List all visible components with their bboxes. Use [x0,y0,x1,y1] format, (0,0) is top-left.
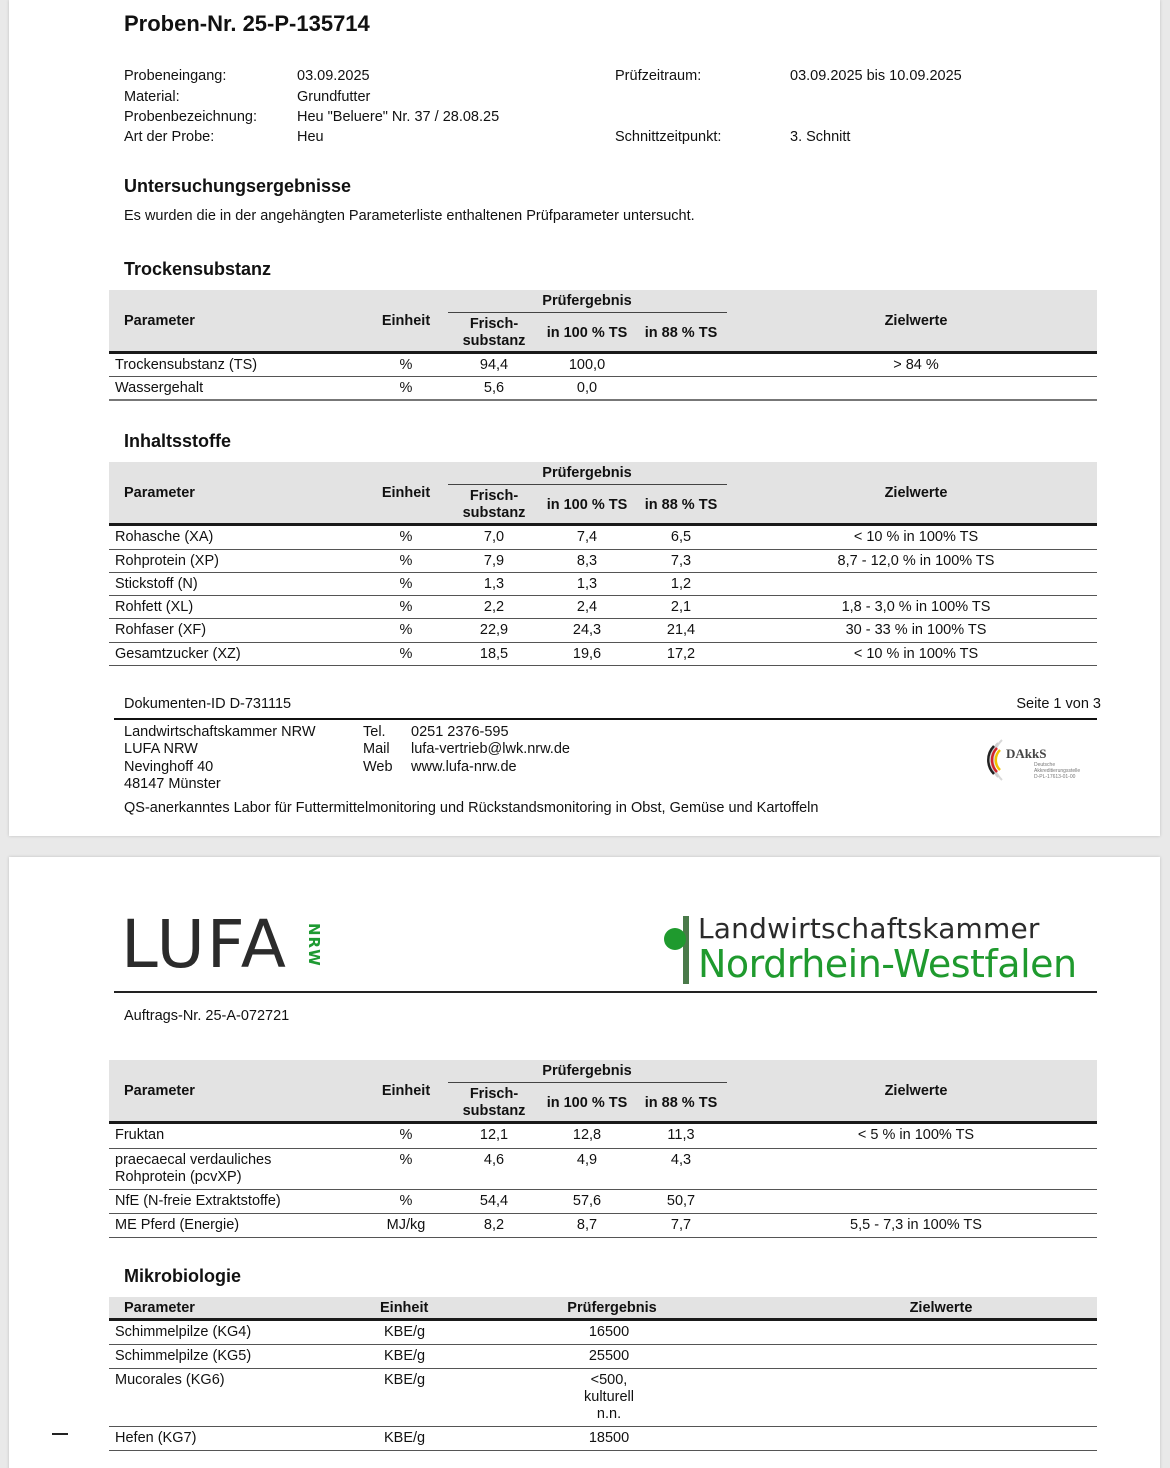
meta-label-art: Art der Probe: [124,129,215,145]
cell-einheit: KBE/g [384,1348,426,1364]
table-row [109,573,1097,596]
footer-divider [114,718,1097,720]
table-row [109,354,1097,377]
table-row [109,596,1097,619]
address-line: 48147 Münster [124,775,221,792]
table-row [109,619,1097,643]
meta-value-material: Grundfutter [297,89,371,105]
meta-value-pruefzeitraum: 03.09.2025 bis 10.09.2025 [790,68,962,84]
meta-label-probenbezeichnung: Probenbezeichnung: [124,109,258,125]
table-body [109,1321,1097,1451]
cell-zielwerte: > 84 % [893,357,939,373]
cell-frischsubstanz: 7,0 [483,529,505,545]
cell-ts100: 19,6 [572,646,602,662]
col-frischsubstanz-line1: Frisch- [469,1086,519,1102]
cell-frischsubstanz: 4,6 [483,1152,505,1168]
col-group-pruefergebnis: Prüfergebnis [542,465,632,481]
col-einheit: Einheit [381,1083,431,1099]
col-frischsubstanz-line1: Frisch- [469,488,519,504]
results-heading: Untersuchungsergebnisse [124,176,352,196]
col-parameter: Parameter [124,313,195,329]
table-row [109,1427,1097,1451]
table-row [109,1214,1097,1238]
table-row [109,526,1097,550]
cell-zielwerte: 5,5 - 7,3 in 100% TS [850,1217,982,1233]
col-zielwerte: Zielwerte [909,1300,973,1316]
cell-ts100: 4,9 [576,1152,598,1168]
web-link[interactable]: www.lufa-nrw.de [411,758,517,775]
cell-ts100: 8,7 [576,1217,598,1233]
col-ts100: in 100 % TS [546,497,628,513]
cell-parameter: praecaecal verdauliches [115,1152,272,1168]
cell-einheit: MJ/kg [386,1217,426,1233]
lwk-logo-line2: Nordrhein-Westfalen [698,942,1077,986]
cell-frischsubstanz: 54,4 [479,1193,509,1209]
cell-einheit: % [399,357,413,373]
cell-zielwerte: < 10 % in 100% TS [853,646,979,662]
col-zielwerte: Zielwerte [884,485,948,501]
cell-frischsubstanz: 1,3 [483,576,505,592]
cell-ts100: 0,0 [576,380,598,396]
cell-parameter: Stickstoff (N) [115,576,198,592]
table-body [109,526,1097,666]
col-frischsubstanz [463,488,526,522]
table-body [109,1124,1097,1238]
cell-parameter: Rohasche (XA) [115,529,214,545]
cell-ts100: 12,8 [572,1127,602,1143]
sample-number-title: Proben-Nr. 25-P-135714 [124,11,370,36]
order-number: Auftrags-Nr. 25-A-072721 [124,1008,290,1024]
cell-zielwerte: 30 - 33 % in 100% TS [845,622,987,638]
result-line: 25500 [588,1348,630,1364]
cell-parameter: Wassergehalt [115,380,204,396]
cell-ts100: 57,6 [572,1193,602,1209]
group-underline [448,312,727,313]
trockensubstanz-heading: Trockensubstanz [124,259,272,279]
nrw-logo-text: NRW [305,923,323,967]
cell-ts88: 1,2 [670,576,692,592]
cell-ts100: 1,3 [576,576,598,592]
meta-value-schnitt: 3. Schnitt [790,129,851,145]
meta-value-probeneingang: 03.09.2025 [297,68,370,84]
lufa-logo-text: LUFA [121,906,288,983]
cell-frischsubstanz: 2,2 [483,599,505,615]
cell-einheit: % [399,622,413,638]
dakks-line: Akkreditierungsstelle [1034,768,1081,774]
col-frischsubstanz-line1: Frisch- [469,316,519,332]
inhaltsstoffe-heading: Inhaltsstoffe [124,431,232,451]
cell-parameter: Rohfett (XL) [115,599,194,615]
col-frischsubstanz-line2: substanz [462,505,526,521]
col-ts88: in 88 % TS [644,325,718,341]
cell-parameter: NfE (N-freie Extraktstoffe) [115,1193,281,1209]
cell-parameter: Schimmelpilze (KG5) [115,1348,252,1364]
lwk-logo-line1: Landwirtschaftskammer [698,912,1040,945]
col-group-pruefergebnis: Prüfergebnis [542,1063,632,1079]
col-ts88: in 88 % TS [644,1095,718,1111]
cell-einheit: % [399,529,413,545]
contact-labels [363,724,393,776]
cell-ts88: 2,1 [670,599,692,615]
col-parameter: Parameter [124,1083,195,1099]
cell-frischsubstanz: 18,5 [479,646,509,662]
col-zielwerte: Zielwerte [884,313,948,329]
group-underline [448,1082,727,1083]
cell-einheit: % [399,1193,413,1209]
cell-ts88: 7,3 [670,553,692,569]
cell-ts88: 50,7 [666,1193,696,1209]
result-line: <500, [590,1372,628,1388]
cell-einheit: % [399,380,413,396]
col-group-pruefergebnis: Prüfergebnis [542,293,632,309]
result-line: 16500 [588,1324,630,1340]
cell-einheit: % [399,1127,413,1143]
cell-frischsubstanz: 8,2 [483,1217,505,1233]
cell-ts88: 11,3 [667,1127,695,1143]
col-frischsubstanz [463,1086,526,1120]
col-zielwerte: Zielwerte [884,1083,948,1099]
tel-label: Tel. [363,724,386,740]
header-divider [114,991,1097,993]
cell-ts100: 8,3 [576,553,598,569]
cell-einheit: KBE/g [384,1324,426,1340]
web-label: Web [363,758,393,775]
cell-parameter: Fruktan [115,1127,165,1143]
col-ts100: in 100 % TS [546,1095,628,1111]
cell-parameter: Schimmelpilze (KG4) [115,1324,252,1340]
table-row [109,1369,1097,1427]
cell-zielwerte: 1,8 - 3,0 % in 100% TS [841,599,991,615]
page-number: Seite 1 von 3 [1016,696,1101,712]
address-line: LUFA NRW [124,741,198,758]
table-row [109,1321,1097,1345]
result-line: n.n. [596,1406,622,1422]
cell-frischsubstanz: 5,6 [483,380,505,396]
cell-parameter: ME Pferd (Energie) [115,1217,240,1233]
meta-value-art: Heu [297,129,324,145]
cell-frischsubstanz: 22,9 [479,622,509,638]
dakks-accreditation-logo [972,728,1092,792]
cell-zielwerte: 8,7 - 12,0 % in 100% TS [837,553,995,569]
cell-parameter: Mucorales (KG6) [115,1372,225,1388]
col-frischsubstanz-line2: substanz [462,1103,526,1119]
mail-link[interactable]: lufa-vertrieb@lwk.nrw.de [411,741,570,758]
col-einheit: Einheit [381,485,431,501]
cell-pruefergebnis [589,1430,629,1447]
mikrobiologie-heading: Mikrobiologie [124,1266,241,1286]
tel-value: 0251 2376-595 [411,724,509,740]
dakks-line: D-PL-17613-01-00 [1034,774,1076,780]
cell-ts88: 7,7 [670,1217,692,1233]
table-row [109,1124,1097,1149]
cell-ts88: 17,2 [666,646,696,662]
cell-frischsubstanz: 12,1 [479,1127,509,1143]
col-einheit: Einheit [381,313,431,329]
result-line: kulturell [584,1389,634,1405]
cell-einheit: KBE/g [384,1372,426,1388]
meta-value-probenbezeichnung: Heu "Beluere" Nr. 37 / 28.08.25 [297,109,500,125]
results-intro: Es wurden die in der angehängten Parameterliste enthaltenen Prüfparameter untersucht. [124,208,695,224]
footer-address [124,724,316,793]
cell-ts100: 7,4 [576,529,598,545]
cell-frischsubstanz: 7,9 [483,553,505,569]
cell-pruefergebnis [589,1324,629,1341]
cell-ts88: 21,4 [666,622,696,638]
table-body [109,354,1097,401]
table-row [109,377,1097,401]
document-id: Dokumenten-ID D-731115 [124,696,292,712]
cell-einheit: % [399,1152,413,1168]
cell-parameter: Rohprotein (XP) [115,553,219,569]
cell-parameter: Rohfaser (XF) [115,622,207,638]
qs-note: QS-anerkanntes Labor für Futtermittelmonitoring und Rückstandsmonitoring in Obst, Gemüse und Kartoffeln [124,800,819,816]
dakks-line: Deutsche [1034,762,1056,768]
meta-label-pruefzeitraum: Prüfzeitraum: [615,68,702,84]
inhaltsstoffe-table [109,462,1097,666]
contact-values [411,724,570,776]
dakks-subtext [1034,762,1080,780]
cell-pruefergebnis [589,1348,629,1365]
result-line: 18500 [588,1430,630,1446]
mikrobiologie-table [109,1297,1097,1451]
table-row [109,1190,1097,1214]
cell-einheit: % [399,576,413,592]
col-parameter: Parameter [124,485,195,501]
cell-einheit: KBE/g [384,1430,426,1446]
cell-einheit: % [399,599,413,615]
cell-parameter-line2: Rohprotein (pcvXP) [115,1169,242,1185]
cell-einheit: % [399,553,413,569]
lwk-logo-bar-icon [683,916,689,984]
mail-label: Mail [363,741,390,758]
table-row [109,1149,1097,1190]
fold-mark [52,1433,68,1435]
col-parameter: Parameter [124,1300,195,1316]
cell-frischsubstanz: 94,4 [479,357,509,373]
lwk-logo-dot-icon [664,928,686,950]
cell-ts88: 6,5 [670,529,692,545]
cell-pruefergebnis [584,1372,634,1423]
cell-ts88: 4,3 [670,1152,692,1168]
table-header [109,462,1097,526]
col-einheit: Einheit [380,1300,429,1316]
dakks-name: DAkkS [1006,746,1047,761]
meta-label-material: Material: [124,89,180,105]
meta-label-schnitt: Schnittzeitpunkt: [615,129,722,145]
table-header [109,290,1097,354]
col-ts88: in 88 % TS [644,497,718,513]
cell-ts100: 2,4 [576,599,598,615]
col-frischsubstanz [463,316,526,350]
col-ts100: in 100 % TS [546,325,628,341]
address-line: Nevinghoff 40 [124,758,214,775]
col-pruefergebnis: Prüfergebnis [567,1300,657,1316]
table-row [109,550,1097,573]
cell-zielwerte: < 10 % in 100% TS [853,529,979,545]
cell-parameter: Gesamtzucker (XZ) [115,646,241,662]
cell-parameter: Trockensubstanz (TS) [115,357,258,373]
table-header [109,1060,1097,1124]
cell-parameter: Hefen (KG7) [115,1430,197,1446]
table-header [109,1297,1097,1321]
cell-ts100: 24,3 [572,622,602,638]
group-underline [448,484,727,485]
address-line: Landwirtschaftskammer NRW [124,724,316,740]
meta-label-probeneingang: Probeneingang: [124,68,227,84]
cell-zielwerte: < 5 % in 100% TS [857,1127,975,1143]
col-frischsubstanz-line2: substanz [462,333,526,349]
cell-ts100: 100,0 [568,357,606,373]
cell-einheit: % [399,646,413,662]
trockensubstanz-table [109,290,1097,401]
table-row [109,643,1097,666]
inhaltsstoffe-continued-table [109,1060,1097,1238]
landwirtschaftskammer-logo [660,912,1105,984]
table-row [109,1345,1097,1369]
